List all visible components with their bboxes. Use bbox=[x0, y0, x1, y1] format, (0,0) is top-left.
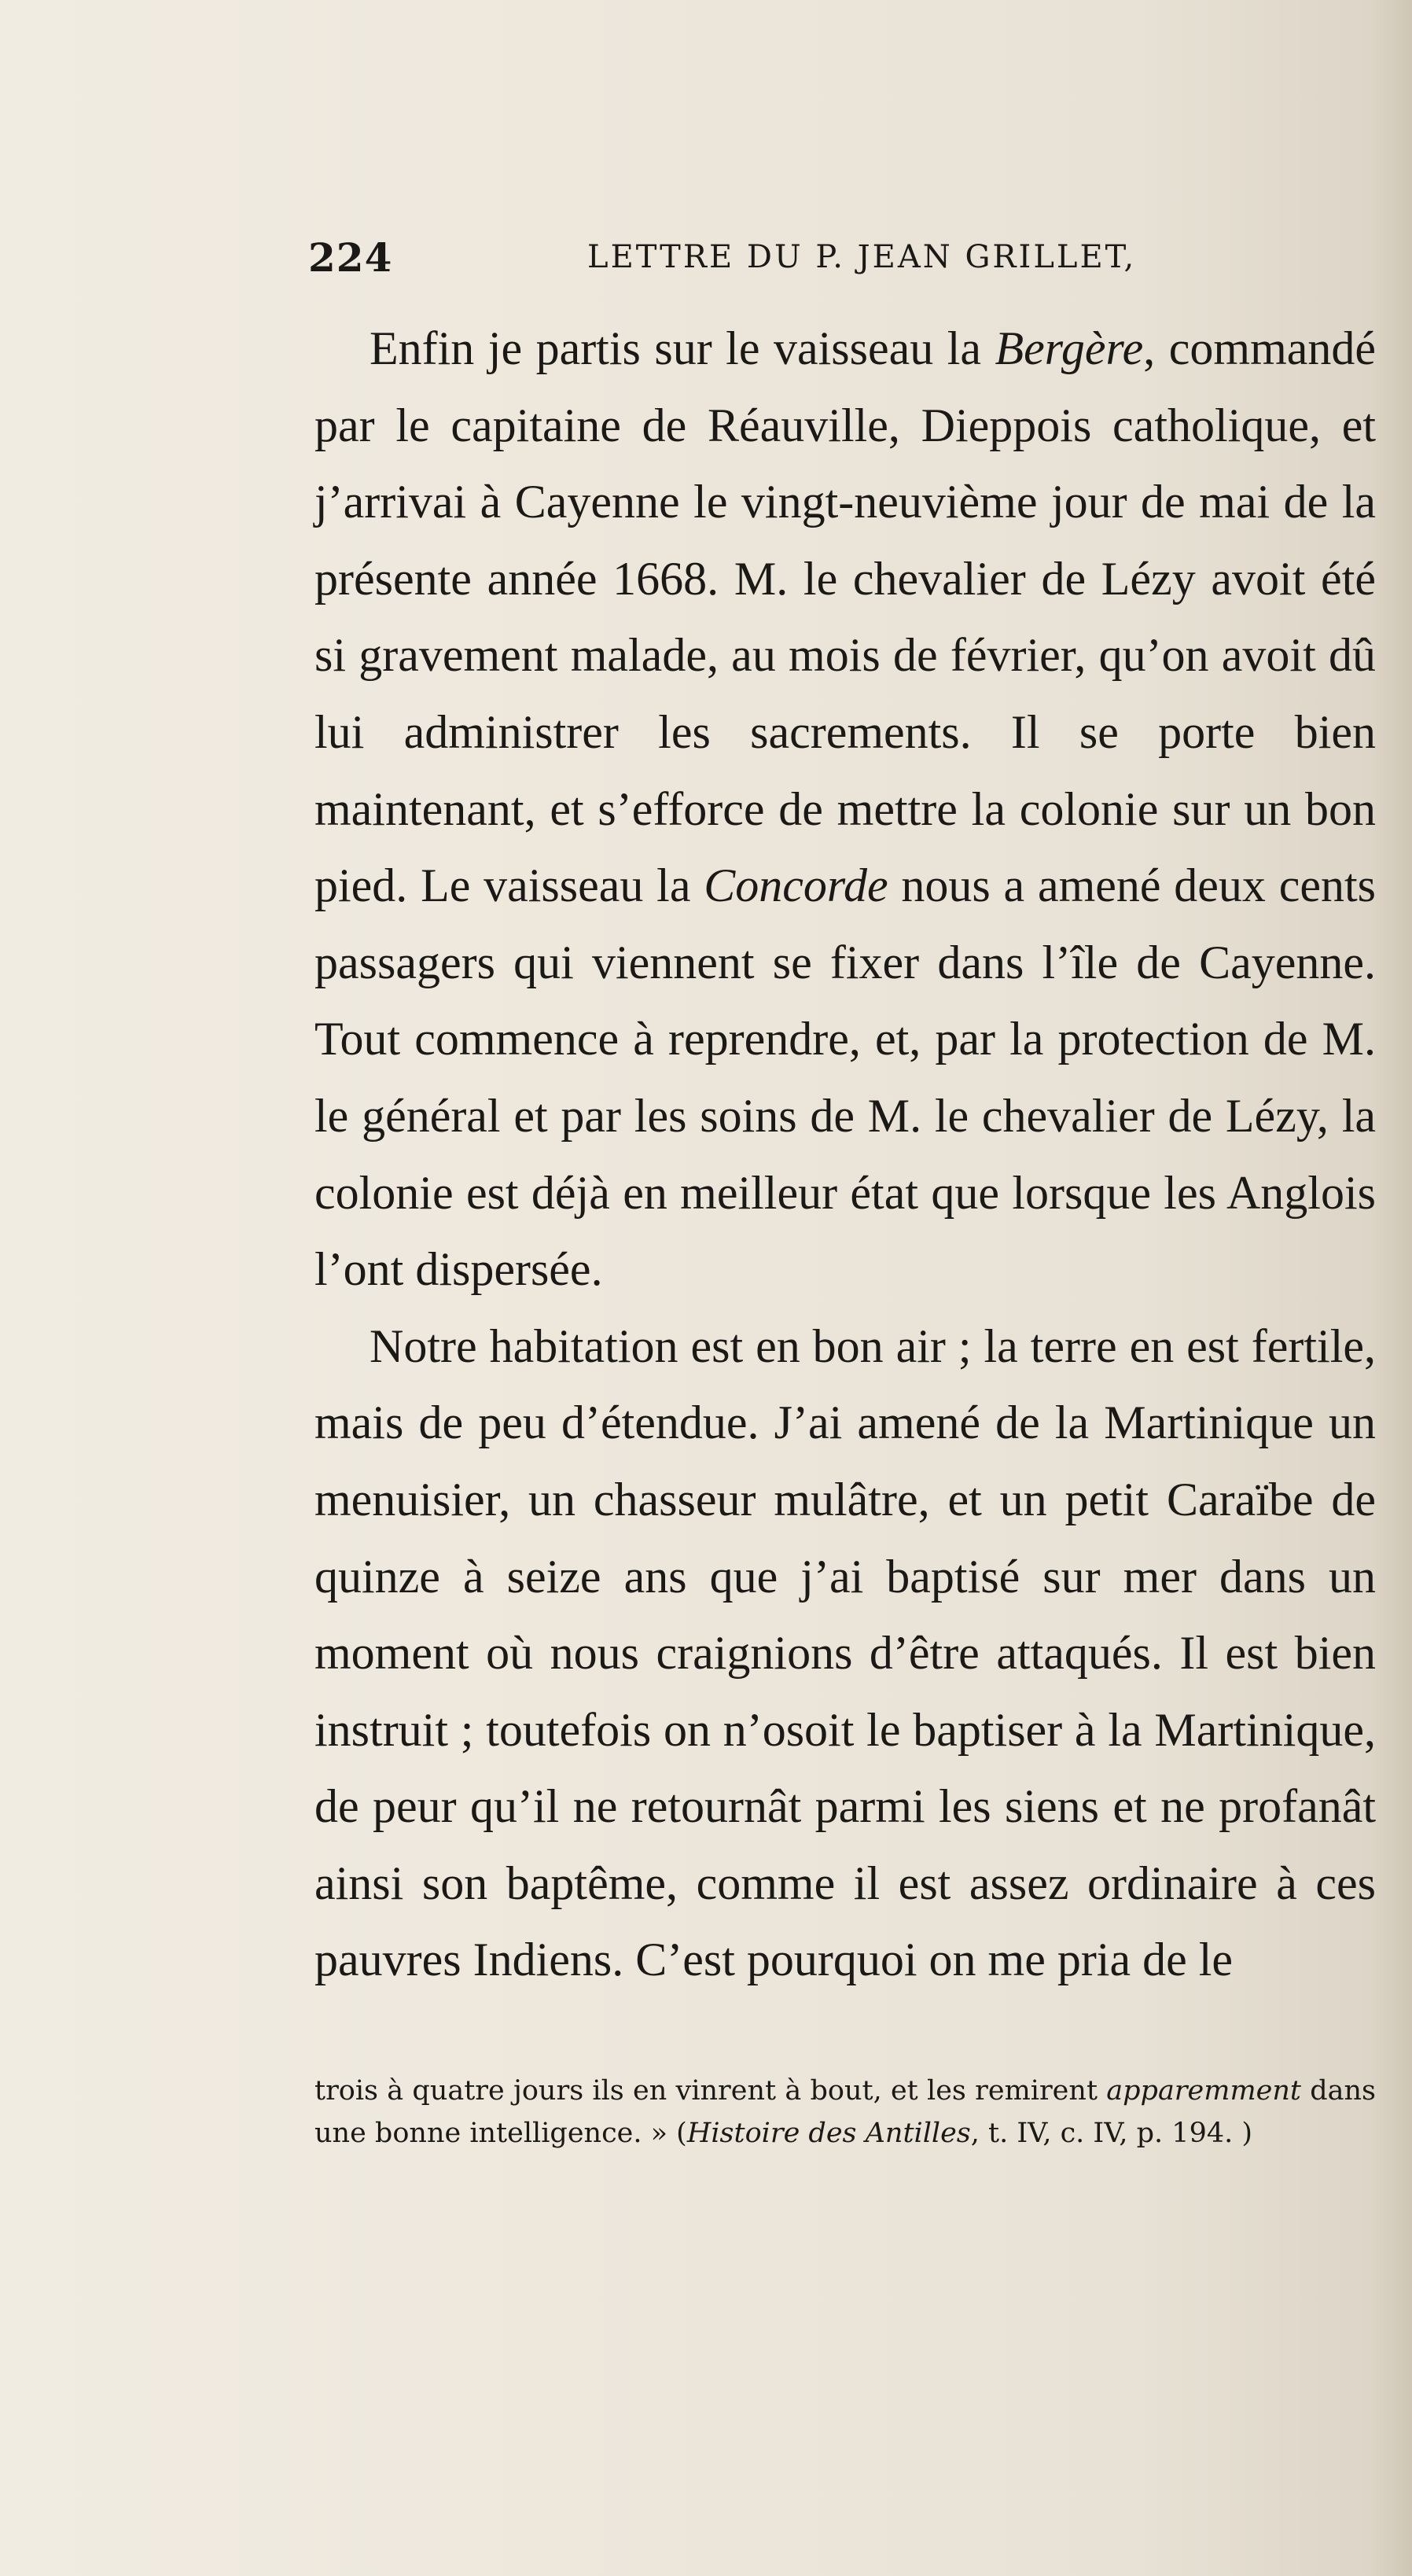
footnote bbox=[314, 2070, 1376, 2155]
page-header bbox=[308, 234, 1377, 297]
footnote-text-b: dans une bonne intelligence. » ( bbox=[314, 2075, 1376, 2149]
paragraph-1-text-b: , commandé par le capitaine de Réauville, Dieppois catholique, et j’arrivai à Cayenne le vingt-neuvième jour de mai de la présente année 1668. M. le chevalier de Lézy avoit été si gravement malade, au mois de février, qu’on avoit dû lui administrer les sacrements. Il se porte bien maintenant, et s’efforce de mettre la colonie sur un bon pied. Le vaisseau la bbox=[314, 322, 1376, 912]
footnote-book-title: Histoire des Antilles bbox=[686, 2118, 971, 2149]
footnote-text-a: trois à quatre jours ils en vinrent à bout, et les remirent bbox=[314, 2075, 1107, 2107]
paragraph-2: Notre habitation est en bon air ; la terre en est fertile, mais de peu d’étendue. J’ai amené de la Martinique un menuisier, un chasseur mulâtre, et un petit Caraïbe de quinze à seize ans que j’ai baptisé sur mer dans un moment où nous craignions d’être attaqués. Il est bien instruit ; toutefois on n’osoit le baptiser à la Martinique, de peur qu’il ne retournât parmi les siens et ne profanât ainsi son baptême, comme il est assez ordinaire à ces pauvres Indiens. C’est pourquoi on me pria de le bbox=[314, 1319, 1376, 1986]
running-title: LETTRE DU P. JEAN GRILLET, bbox=[587, 239, 1137, 275]
main-text bbox=[314, 311, 1376, 1999]
paragraph-1 bbox=[314, 311, 1376, 1308]
paragraph-1-text-a: Enfin je partis sur le vaisseau la bbox=[370, 322, 995, 374]
footnote-text-c: , t. IV, c. IV, p. 194. ) bbox=[970, 2118, 1253, 2149]
ship-name-bergere: Bergère bbox=[995, 322, 1144, 374]
page-number: 224 bbox=[308, 234, 393, 281]
ship-name-concorde: Concorde bbox=[704, 859, 888, 912]
footnote-italic-apparemment: apparemment bbox=[1106, 2075, 1301, 2107]
paragraph-1-text-c: nous a amené deux cents passagers qui viennent se fixer dans l’île de Cayenne. Tout commence à reprendre, et, par la protection de M. le général et par les soins de M. le chevalier de Lézy, la colonie est déjà en meilleur état que lorsque les Anglois l’ont dispersée. bbox=[314, 859, 1376, 1296]
